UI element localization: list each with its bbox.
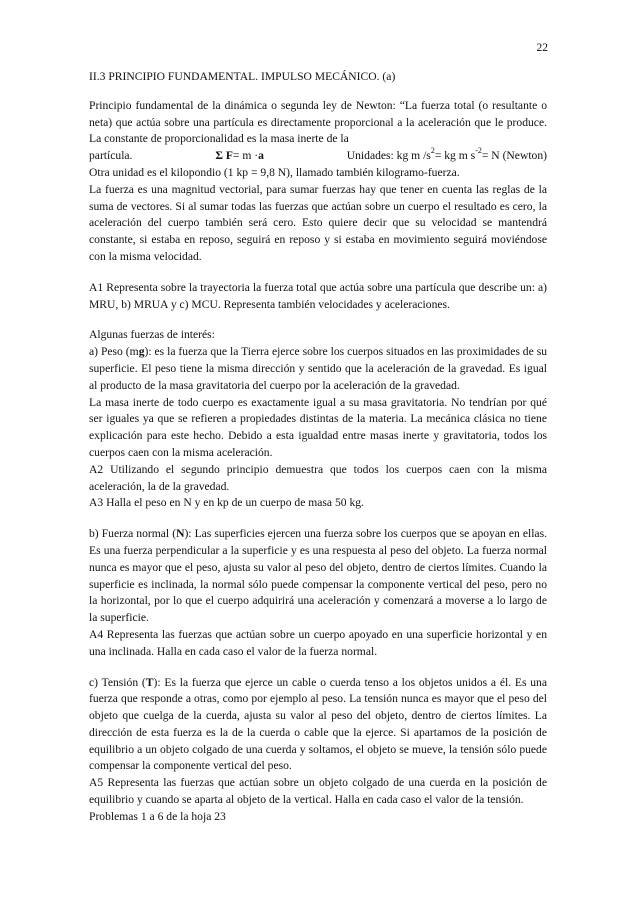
force-vector: F xyxy=(225,149,233,163)
kilopondio-line: Otra unidad es el kilopondio (1 kp = 9,8 N), llamado también kilogramo-fuerza. xyxy=(89,165,460,179)
page-number: 22 xyxy=(536,42,548,54)
activity-a3: A3 Halla el peso en N y en kp de un cuerpo de masa 50 kg. xyxy=(89,496,364,510)
formula-line xyxy=(89,148,547,165)
formula-word: partícula. xyxy=(89,149,133,163)
problems-reference: Problemas 1 a 6 de la hoja 23 xyxy=(89,809,226,823)
peso-paragraph: a) Peso (mg): es la fuerza que la Tierra ejerce sobre los cuerpos situados en las proximidades de su superficie. El peso tiene la misma dirección y sentido que la aceleración de la gravedad. Es igual al producto de la masa gravitatoria del cuerpo por la aceleración de la gravedad. xyxy=(89,345,547,392)
newton-law-text: Principio fundamental de la dinámica o segunda ley de Newton: “La fuerza total (o resultante o neta) que actúa sobre una partícula es directamente proporcional a la aceleración que le produce. La constante de proporcionalidad es la masa inerte de la xyxy=(89,98,547,146)
section-title: II.3 PRINCIPIO FUNDAMENTAL. IMPULSO MECÁNICO. (a) xyxy=(89,70,396,83)
activity-a1: A1 Representa sobre la trayectoria la fuerza total que actúa sobre una partícula que describe un: a) MRU, b) MRUA y c) MCU. Representa también velocidades y aceleraciones. xyxy=(89,280,547,311)
normal-vector: N xyxy=(176,527,185,541)
forces-heading: Algunas fuerzas de interés: xyxy=(89,328,215,342)
activity-a4: A4 Representa las fuerzas que actúan sobre un cuerpo apoyado en una superficie horizontal y en una inclinada. Halla en cada caso el valor de la fuerza normal. xyxy=(89,627,547,658)
acceleration-vector: a xyxy=(258,149,264,163)
newton-formula: Σ F= m ·a xyxy=(215,149,264,163)
vector-paragraph: La fuerza es una magnitud vectorial, para sumar fuerzas hay que tener en cuenta las reglas de la suma de vectores. Si al sumar todas las fuerzas que actúan sobre un cuerpo el resultado es cero, la aceleración del cuerpo también será cero. Esto quiere decir que su velocidad se mantendrá constante, si estaba en reposo, seguirá en reposo y si estaba en movimiento seguirá moviéndose con la misma velocidad. xyxy=(89,182,547,263)
tension-vector: T xyxy=(145,675,154,689)
tension-paragraph: c) Tensión (T): Es la fuerza que ejerce un cable o cuerda tenso a los objetos unidos a él. Es una fuerza que responde a otras, como por ejemplo al peso. La tensión nunca es mayor que el peso del objeto que cuelga de la cuerda, ajusta su valor al peso del objeto, dentro de ciertos límites. La dirección de esta fuerza es la de la cuerda o cable que la ejerce. Si apartamos de la posición de equilibrio a un objeto colgado de una cuerda y soltamos, el objeto se mueve, la tensión sólo puede compensar la componente vertical del peso. xyxy=(89,675,547,773)
activity-a5: A5 Representa las fuerzas que actúan sobre un objeto colgado de una cuerda en la posición de equilibrio y cuando se aparta al objeto de la vertical. Halla en cada caso el valor de la tensión. xyxy=(89,776,547,807)
sigma-symbol: Σ xyxy=(215,149,223,163)
units-text: Unidades: kg m $/s^2=$ kg m $s^{-2}= N$ (Newton) xyxy=(346,146,547,163)
masa-paragraph: La masa inerte de todo cuerpo es exactamente igual a su masa gravitatoria. No tendrían por qué ser iguales ya que se refieren a propiedades distintas de la materia. La mecánica clásica no tiene explicación para este hecho. Debido a esta igualdad entre masas inerte y gravitatoria, todos los cuerpos caen con la misma aceleración. xyxy=(89,395,547,459)
normal-paragraph: b) Fuerza normal (N): Las superficies ejercen una fuerza sobre los cuerpos que se apoyan en ellas. Es una fuerza perpendicular a la superficie y es una respuesta al peso del objeto. La fuerza normal nunca es mayor que el peso, ajusta su valor al peso del objeto, dentro de ciertos límites. Cuando la superficie es inclinada, la normal sólo puede compensar la componente vertical del peso, pero no la horizontal, por lo que el cuerpo adquirirá una aceleración y comenzará a moverse a lo largo de la superficie. xyxy=(89,527,547,625)
gravity-vector: g xyxy=(138,345,145,359)
activity-a2: A2 Utilizando el segundo principio demuestra que todos los cuerpos caen con la misma aceleración, la de la gravedad. xyxy=(89,462,547,493)
page-content xyxy=(89,69,547,826)
intro-paragraph xyxy=(89,98,547,148)
